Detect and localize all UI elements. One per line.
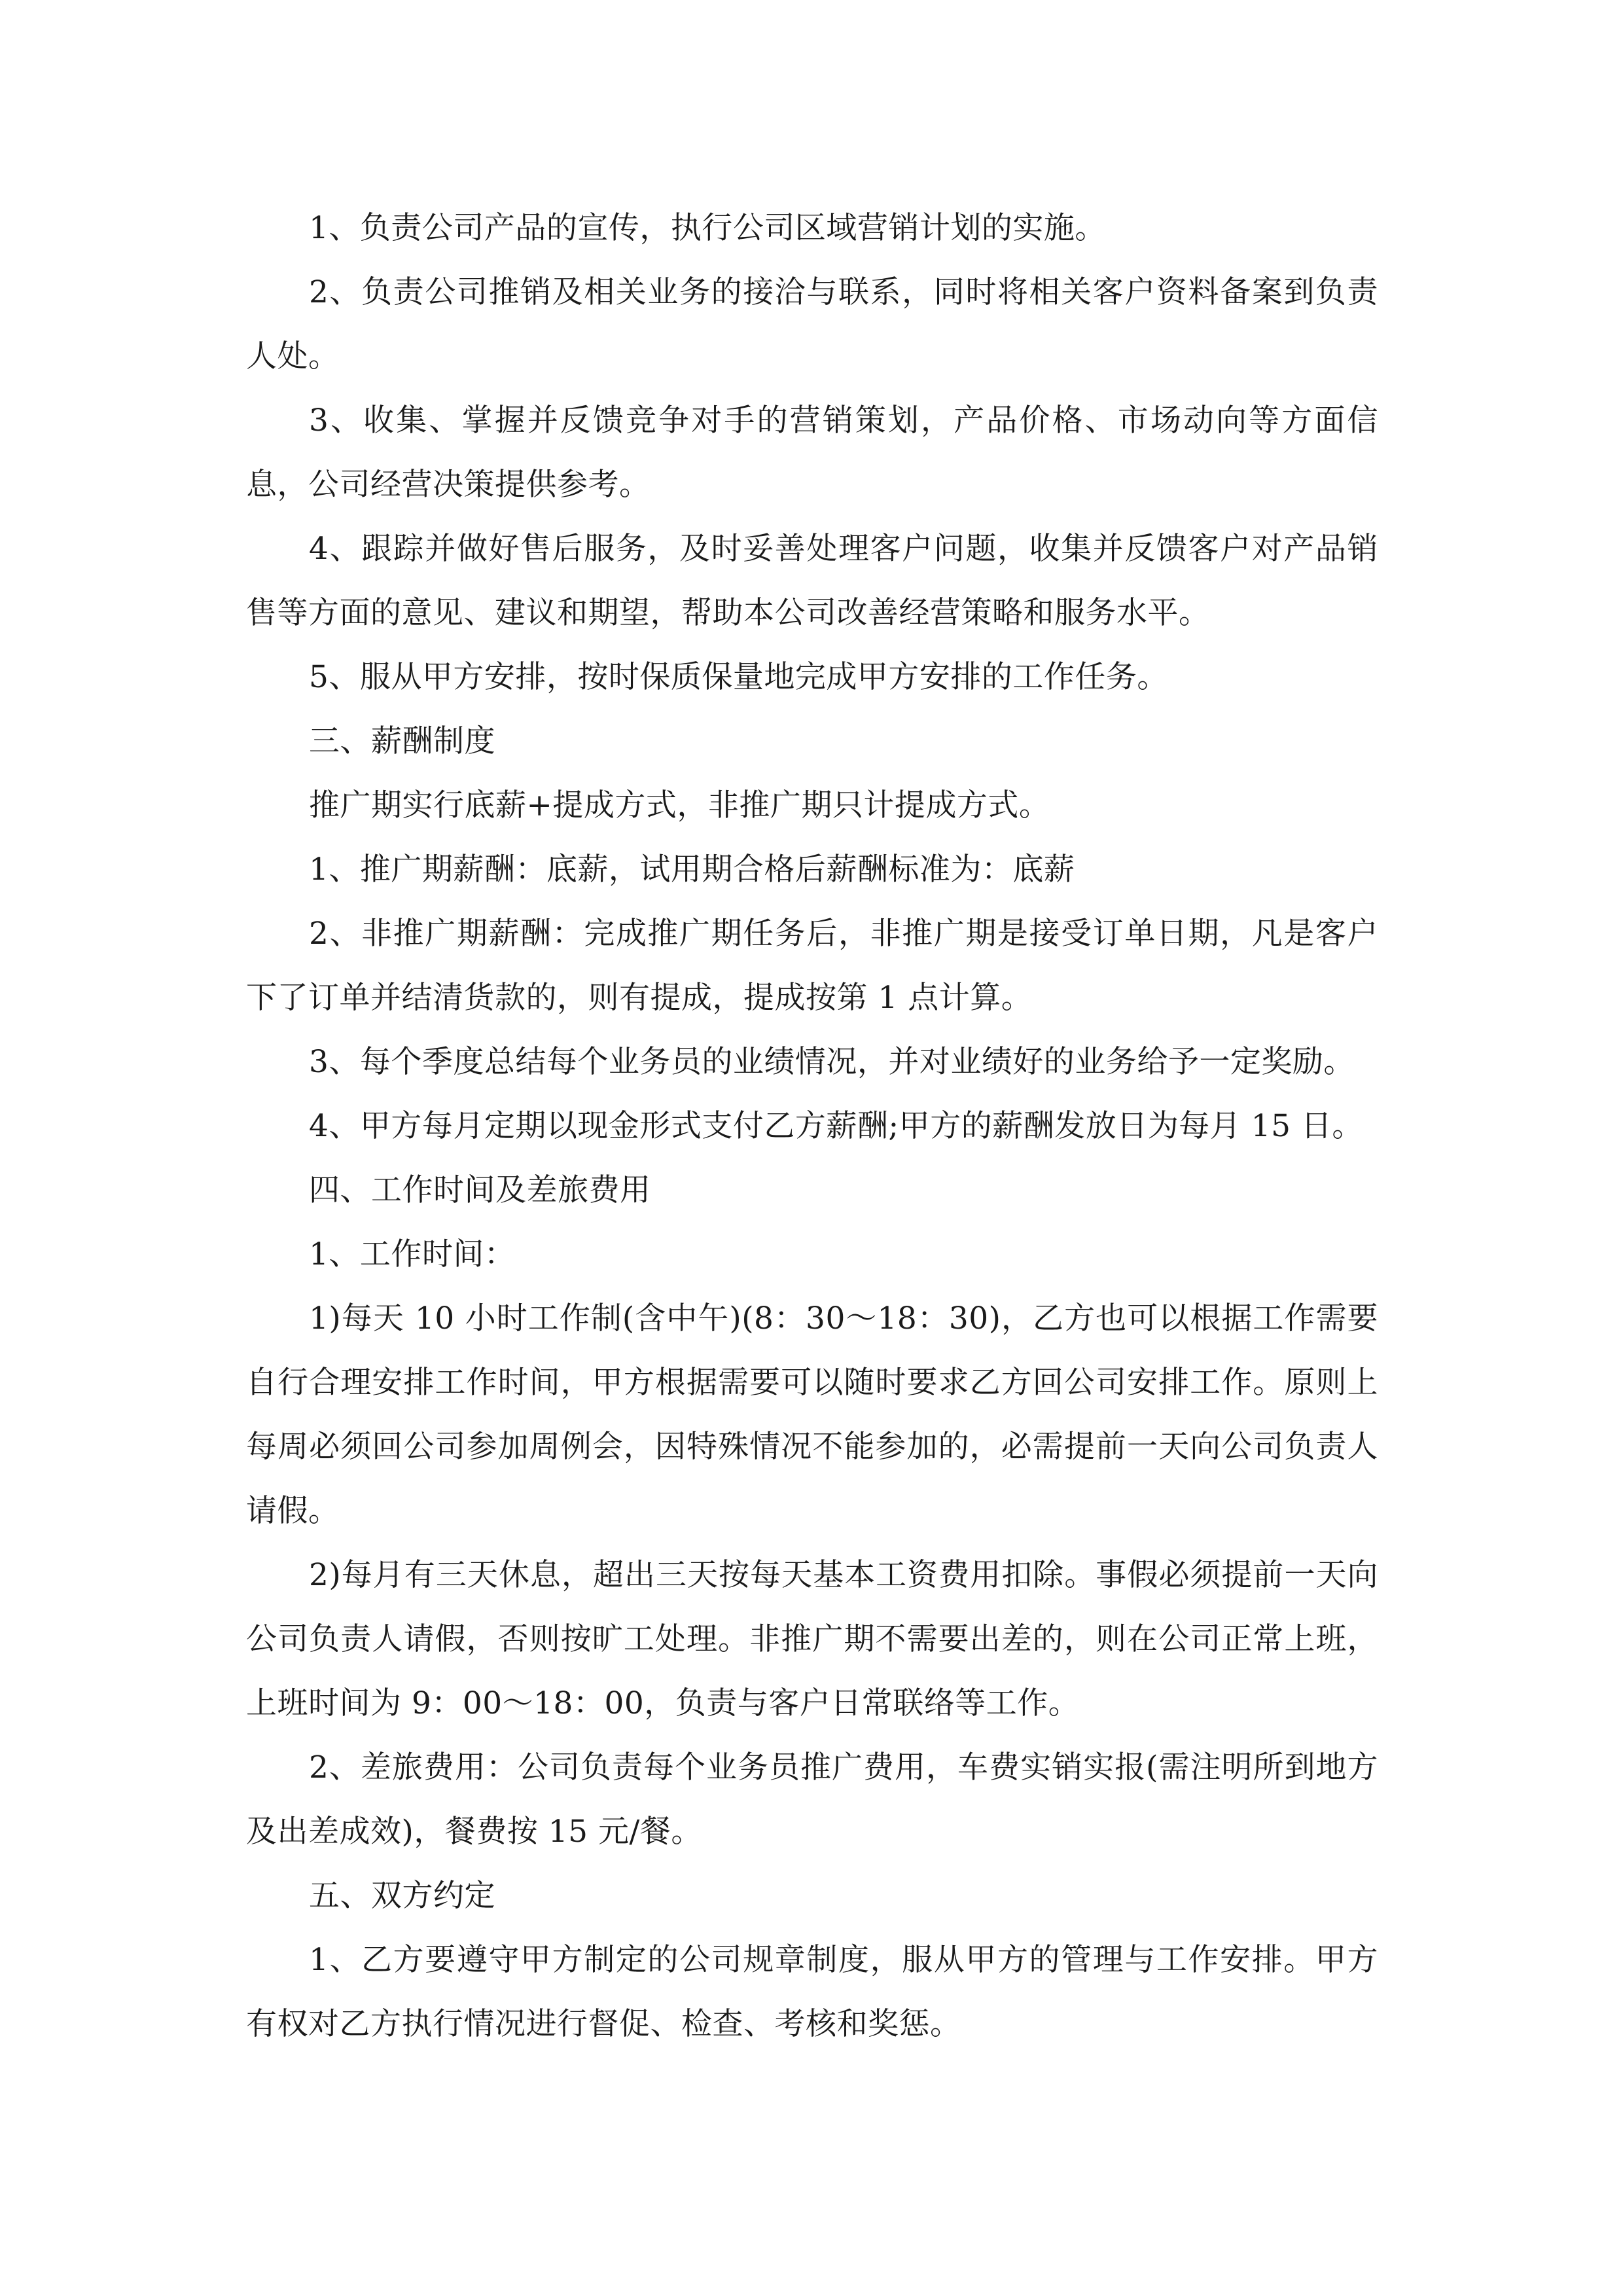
paragraph-duty-3: 3、收集、掌握并反馈竞争对手的营销策划，产品价格、市场动向等方面信息，公司经营决策提供参考。	[246, 403, 1378, 503]
document-body	[246, 196, 1378, 2056]
paragraph-travel-expense: 2、差旅费用：公司负责每个业务员推广费用，车费实销实报(需注明所到地方及出差成效)，餐费按 15 元/餐。	[246, 1749, 1378, 1850]
paragraph-worktime-1: 1)每天 10 小时工作制(含中午)(8：30～18：30)，乙方也可以根据工作需要自行合理安排工作时间，甲方根据需要可以随时要求乙方回公司安排工作。原则上每周必须回公司参加周例会，因特殊情况不能参加的，必需提前一天向公司负责人请假。	[246, 1300, 1378, 1529]
paragraph-salary-intro: 推广期实行底薪+提成方式，非推广期只计提成方式。	[309, 787, 1050, 823]
paragraph-salary-2: 2、非推广期薪酬：完成推广期任务后，非推广期是接受订单日期，凡是客户下了订单并结清货款的，则有提成，提成按第 1 点计算。	[246, 916, 1378, 1016]
section-heading-worktime: 四、工作时间及差旅费用	[309, 1172, 651, 1208]
paragraph-worktime-2: 2)每月有三天休息，超出三天按每天基本工资费用扣除。事假必须提前一天向公司负责人请假，否则按旷工处理。非推广期不需要出差的，则在公司正常上班，上班时间为 9：00～18：00，负责与客户日常联络等工作。	[246, 1557, 1378, 1721]
paragraph-agreement-1: 1、乙方要遵守甲方制定的公司规章制度，服从甲方的管理与工作安排。甲方有权对乙方执行情况进行督促、检查、考核和奖惩。	[246, 1942, 1378, 2042]
paragraph-duty-5: 5、服从甲方安排，按时保质保量地完成甲方安排的工作任务。	[309, 659, 1168, 695]
paragraph-salary-4: 4、甲方每月定期以现金形式支付乙方薪酬;甲方的薪酬发放日为每月 15 日。	[309, 1108, 1363, 1144]
section-heading-agreement: 五、双方约定	[309, 1878, 495, 1914]
paragraph-salary-1: 1、推广期薪酬：底薪，试用期合格后薪酬标准为：底薪	[309, 852, 1075, 888]
paragraph-duty-1: 1、负责公司产品的宣传，执行公司区域营销计划的实施。	[309, 210, 1106, 246]
section-heading-salary: 三、薪酬制度	[309, 723, 495, 759]
paragraph-salary-3: 3、每个季度总结每个业务员的业绩情况，并对业绩好的业务给予一定奖励。	[309, 1044, 1355, 1080]
paragraph-duty-4: 4、跟踪并做好售后服务，及时妥善处理客户问题，收集并反馈客户对产品销售等方面的意见、建议和期望，帮助本公司改善经营策略和服务水平。	[246, 531, 1378, 631]
paragraph-worktime-title: 1、工作时间：	[309, 1236, 516, 1272]
paragraph-duty-2: 2、负责公司推销及相关业务的接洽与联系，同时将相关客户资料备案到负责人处。	[246, 274, 1378, 374]
